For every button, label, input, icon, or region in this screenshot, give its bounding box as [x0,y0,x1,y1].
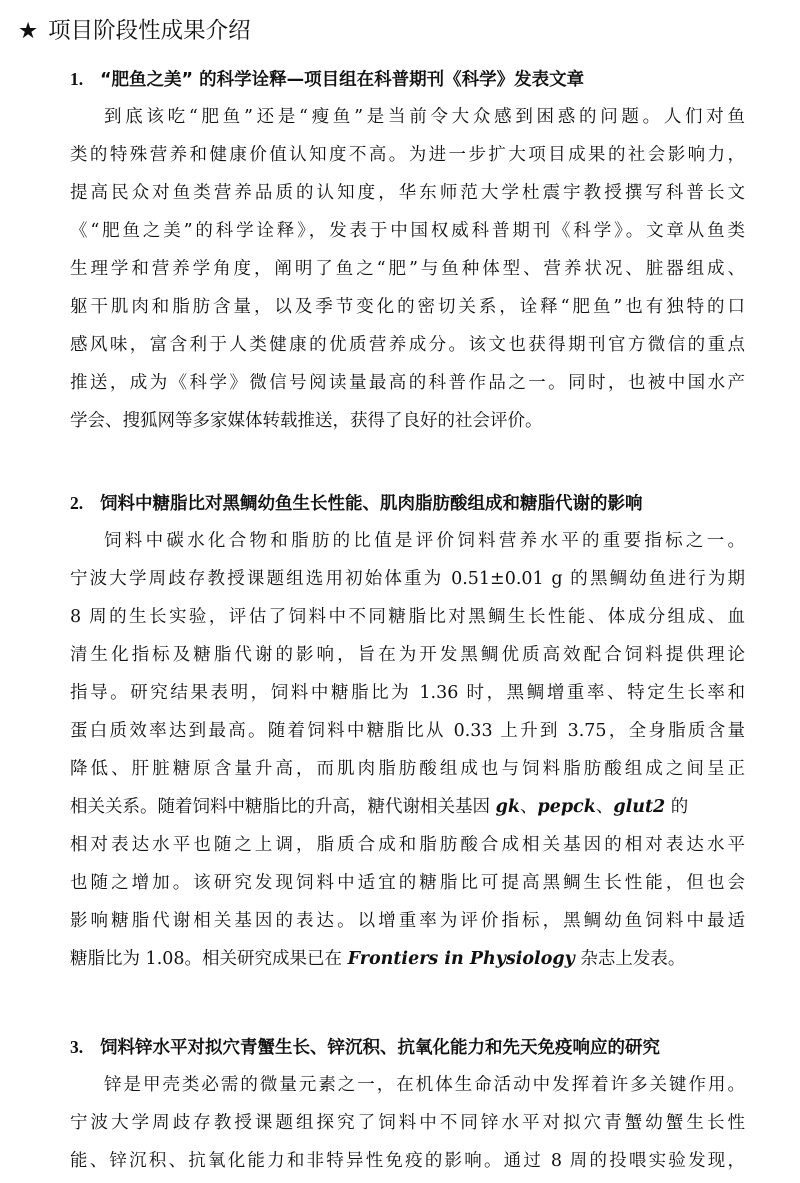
star-icon: ★ [18,18,39,44]
paragraph-line: 宁波大学周歧存教授课题组选用初始体重为 0.51±0.01 g 的黑鲷幼鱼进行为期 [70,569,745,589]
section-2-title [70,490,643,517]
paragraph-line: 也随之增加。该研究发现饲料中适宜的糖脂比可提高黑鲷生长性能，但也会 [70,873,745,893]
gene-separator: 、 [519,797,538,817]
journal-tail: 杂志上发表。 [574,949,686,969]
paragraph-line: 到底该吃“肥鱼”还是“瘦鱼”是当前令大众感到困惑的问题。人们对鱼 [104,107,745,127]
section-title-text: 饲料锌水平对拟穴青蟹生长、锌沉积、抗氧化能力和先天免疫响应的研究 [100,1038,660,1058]
gene-name: glut2 [613,797,666,817]
paragraph-line: 影响糖脂代谢相关基因的表达。以增重率为评价指标，黑鲷幼鱼饲料中最适 [70,911,745,931]
paragraph-line: 生理学和营养学角度，阐明了鱼之“肥”与鱼种体型、营养状况、脏器组成、 [70,259,745,279]
paragraph-line: 8 周的生长实验，评估了饲料中不同糖脂比对黑鲷生长性能、体成分组成、血 [70,607,745,627]
paragraph-line: 指导。研究结果表明，饲料中糖脂比为 1.36 时，黑鲷增重率、特定生长率和 [70,683,745,703]
paragraph-line: 感风味，富含利于人类健康的优质营养成分。该文也获得期刊官方微信的重点 [70,335,745,355]
line-text: 相关关系。随着饲料中糖脂比的升高，糖代谢相关基因 [70,797,490,817]
paragraph-line: 蛋白质效率达到最高。随着饲料中糖脂比从 0.33 上升到 3.75，全身脂质含量 [70,721,745,741]
paragraph-line: 清生化指标及糖脂代谢的影响，旨在为开发黑鲷优质高效配合饲料提供理论 [70,645,745,665]
section-number: 1. [70,69,84,89]
paragraph-line: 能、锌沉积、抗氧化能力和非特异性免疫的影响。通过 8 周的投喂实验发现， [70,1151,745,1171]
line-text: 糖脂比为 1.08。相关研究成果已在 [70,949,343,969]
gene-separator: 、 [595,797,614,817]
paragraph-line-journal [70,946,745,972]
section-title-text: 饲料中糖脂比对黑鲷幼鱼生长性能、肌肉脂肪酸组成和糖脂代谢的影响 [100,494,643,514]
paragraph-line: 推送，成为《科学》微信号阅读量最高的科普作品之一。同时，也被中国水产 [70,373,745,393]
gene-name: pepck [537,797,596,817]
journal-name: Frontiers in Physiology [347,949,575,969]
section-number: 3. [70,1037,84,1057]
paragraph-line: 宁波大学周歧存教授课题组探究了饲料中不同锌水平对拟穴青蟹幼蟹生长性 [70,1113,745,1133]
gene-tail: 的 [665,797,689,817]
heading-text: 项目阶段性成果介绍 [48,18,251,44]
paragraph-line: 锌是甲壳类必需的微量元素之一，在机体生命活动中发挥着许多关键作用。 [104,1075,745,1095]
paragraph-line: 相对表达水平也随之上调，脂质合成和脂肪酸合成相关基因的相对表达水平 [70,835,745,855]
paragraph-line: 类的特殊营养和健康价值认知度不高。为进一步扩大项目成果的社会影响力， [70,145,745,165]
paragraph-line: 学会、搜狐网等多家媒体转载推送，获得了良好的社会评价。 [70,411,543,431]
paragraph-line: 饲料中碳水化合物和脂肪的比值是评价饲料营养水平的重要指标之一。 [104,531,745,551]
section-3-title [70,1034,660,1061]
section-title-text: “肥鱼之美” 的科学诠释—项目组在科普期刊《科学》发表文章 [100,70,585,90]
paragraph-line-genes [70,794,745,820]
paragraph-line: 提高民众对鱼类营养品质的认知度，华东师范大学杜震宇教授撰写科普长文 [70,183,745,203]
section-number: 2. [70,493,84,513]
document-heading [18,14,251,48]
section-1-title [70,66,584,93]
paragraph-line: 《“肥鱼之美”的科学诠释》，发表于中国权威科普期刊《科学》。文章从鱼类 [70,221,745,241]
paragraph-line: 降低、肝脏糖原含量升高，而肌肉脂肪酸组成也与饲料脂肪酸组成之间呈正 [70,759,745,779]
gene-name: gk [495,797,520,817]
paragraph-line: 躯干肌肉和脂肪含量，以及季节变化的密切关系，诠释“肥鱼”也有独特的口 [70,297,745,317]
